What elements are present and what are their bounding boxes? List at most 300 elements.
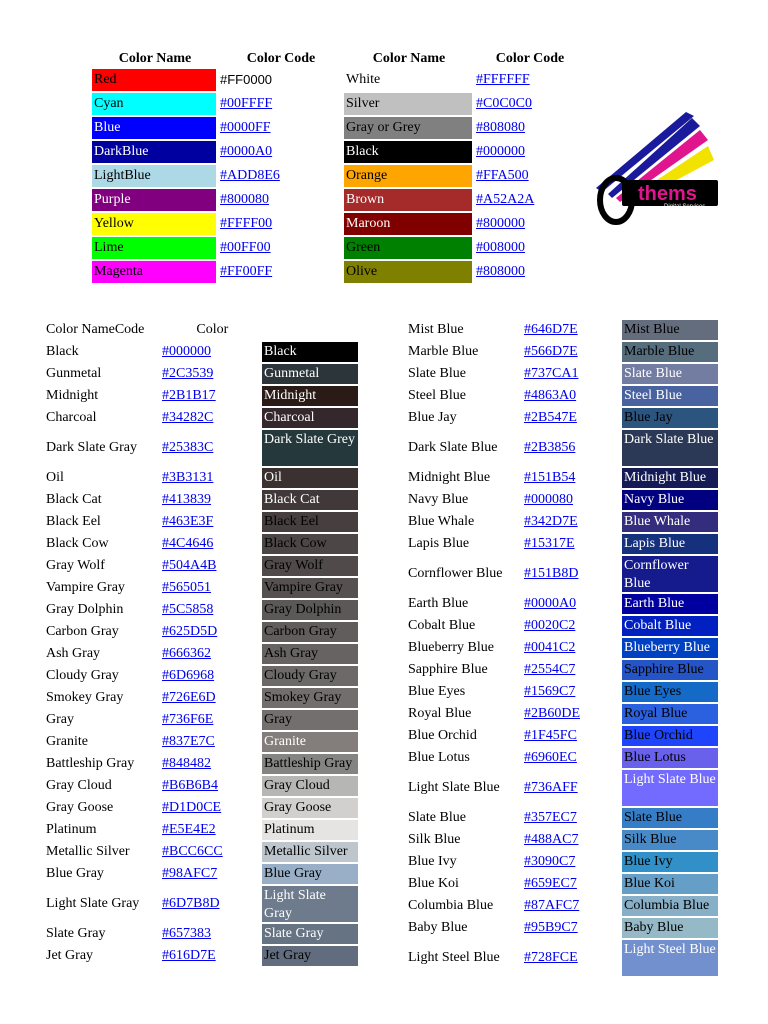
color-code-link[interactable]: #657383 (162, 926, 211, 941)
color-swatch: Silk Blue (622, 830, 718, 850)
table-row (408, 726, 728, 746)
color-code-link[interactable]: #565051 (162, 580, 211, 595)
code-cell (524, 616, 622, 636)
color-name: Blue Lotus (408, 750, 470, 765)
code-cell (218, 189, 344, 211)
color-name: Blueberry Blue (408, 640, 494, 655)
table-row (408, 594, 728, 614)
swatch-black: Black (344, 141, 472, 163)
code-cell (524, 808, 622, 828)
code-blue[interactable]: #0000FF (220, 120, 271, 135)
color-name: Gray Cloud (46, 778, 112, 793)
color-name: Carbon Gray (46, 624, 119, 639)
ithems-logo-graphic (588, 108, 722, 228)
color-code-link[interactable]: #000080 (524, 492, 573, 507)
color-name: Lapis Blue (408, 536, 470, 551)
color-code-link[interactable]: #848482 (162, 756, 211, 771)
table-row (46, 430, 366, 466)
color-code-link[interactable]: #E5E4E2 (162, 822, 216, 837)
code-lime[interactable]: #00FF00 (220, 240, 271, 255)
code-cell (524, 770, 622, 806)
table-row (46, 600, 366, 620)
color-name: Navy Blue (408, 492, 469, 507)
table-row (408, 940, 728, 976)
code-cell (218, 69, 344, 91)
color-swatch: Light Slate Gray (262, 886, 358, 922)
table-row (46, 666, 366, 686)
code-cell (162, 754, 262, 774)
code-olive[interactable]: #808000 (476, 264, 525, 279)
table-row (408, 660, 728, 680)
code-cell (162, 556, 262, 576)
table-row (46, 364, 366, 384)
table-row (46, 798, 366, 818)
code-cell (524, 660, 622, 680)
color-swatch: Gray Cloud (262, 776, 358, 796)
color-code-link[interactable]: #BCC6CC (162, 844, 223, 859)
code-yellow[interactable]: #FFFF00 (220, 216, 273, 231)
swatch-darkblue: DarkBlue (92, 141, 216, 163)
table-row (408, 852, 728, 872)
color-name: Blue Orchid (408, 728, 477, 743)
color-swatch: Slate Blue (622, 364, 718, 384)
code-cell (162, 512, 262, 532)
table-row (46, 886, 366, 922)
color-code-link[interactable]: #2C3539 (162, 366, 214, 381)
code-cell (162, 622, 262, 642)
table-row (46, 386, 366, 406)
code-cell (474, 237, 586, 259)
color-code-link[interactable]: #566D7E (524, 344, 578, 359)
color-swatch: Carbon Gray (262, 622, 358, 642)
swatch-maroon: Maroon (344, 213, 472, 235)
code-cell (524, 430, 622, 466)
code-cell (524, 726, 622, 746)
color-name: Slate Blue (408, 810, 466, 825)
color-swatch: Dark Slate Blue (622, 430, 718, 466)
color-swatch: Blue Eyes (622, 682, 718, 702)
color-name: Gunmetal (46, 366, 102, 381)
color-swatch: Ash Gray (262, 644, 358, 664)
code-cell (162, 710, 262, 730)
code-cell (162, 776, 262, 796)
color-swatch: Cornflower Blue (622, 556, 718, 592)
table-row (46, 820, 366, 840)
code-red: #FF0000 (220, 72, 273, 87)
swatch-orange: Orange (344, 165, 472, 187)
header-color-name-2: Color Name (372, 51, 446, 66)
color-name: Royal Blue (408, 706, 472, 721)
color-name: Blue Eyes (408, 684, 466, 699)
code-cell (162, 842, 262, 862)
color-code-link[interactable]: #1F45FC (524, 728, 577, 743)
logo-tagline: Digital Services (664, 204, 706, 210)
color-code-link[interactable]: #736F6E (162, 712, 214, 727)
color-swatch: Dark Slate Grey (262, 430, 358, 466)
table-row (408, 704, 728, 724)
color-name: Columbia Blue (408, 898, 494, 913)
color-code-link[interactable]: #488AC7 (524, 832, 579, 847)
color-swatch: Blue Koi (622, 874, 718, 894)
code-cell (524, 364, 622, 384)
table-row (46, 842, 366, 862)
code-orange[interactable]: #FFA500 (476, 168, 529, 183)
code-cell (524, 874, 622, 894)
color-swatch: Earth Blue (622, 594, 718, 614)
code-cell (524, 512, 622, 532)
color-name: Dark Slate Gray (46, 440, 137, 455)
table-row (408, 896, 728, 916)
table-row (408, 808, 728, 828)
color-swatch: Navy Blue (622, 490, 718, 510)
color-swatch: Baby Blue (622, 918, 718, 938)
code-brown[interactable]: #A52A2A (476, 192, 535, 207)
color-name: Light Steel Blue (408, 950, 500, 965)
header-color-name-1: Color Name (118, 51, 192, 66)
color-code-link[interactable]: #95B9C7 (524, 920, 578, 935)
color-swatch: Blue Whale (622, 512, 718, 532)
color-code-link[interactable]: #625D5D (162, 624, 218, 639)
color-swatch: Granite (262, 732, 358, 752)
color-swatch: Black Eel (262, 512, 358, 532)
table-row (46, 732, 366, 752)
code-cell (162, 688, 262, 708)
color-name: Smokey Gray (46, 690, 124, 705)
color-code-link[interactable]: #4863A0 (524, 388, 577, 403)
table-row (46, 578, 366, 598)
code-cell (524, 940, 622, 976)
table-row (408, 364, 728, 384)
color-code-link[interactable]: #413839 (162, 492, 211, 507)
color-code-link[interactable]: #0000A0 (524, 596, 577, 611)
code-cell (474, 213, 586, 235)
color-swatch: Midnight (262, 386, 358, 406)
color-swatch: Blueberry Blue (622, 638, 718, 658)
table-row (408, 408, 728, 428)
code-cell (162, 864, 262, 884)
code-magenta[interactable]: #FF00FF (220, 264, 273, 279)
code-cell (474, 189, 586, 211)
color-name: Light Slate Gray (46, 896, 140, 911)
color-name: Gray Goose (46, 800, 114, 815)
color-code-link[interactable]: #342D7E (524, 514, 578, 529)
table-row (46, 512, 366, 532)
color-swatch: Smokey Gray (262, 688, 358, 708)
color-name: Baby Blue (408, 920, 468, 935)
color-name: Blue Whale (408, 514, 475, 529)
color-code-link[interactable]: #728FCE (524, 950, 578, 965)
color-name: Midnight (46, 388, 99, 403)
code-cell (524, 468, 622, 488)
code-cell (474, 141, 586, 163)
color-code-link[interactable]: #000000 (162, 344, 211, 359)
color-name: Platinum (46, 822, 97, 837)
table-row (46, 710, 366, 730)
swatch-magenta: Magenta (92, 261, 216, 283)
code-cell (162, 820, 262, 840)
color-code-link[interactable]: #2B3856 (524, 440, 576, 455)
code-cell (524, 534, 622, 554)
color-swatch: Gray Wolf (262, 556, 358, 576)
color-name: Gray Dolphin (46, 602, 124, 617)
color-code-link[interactable]: #3090C7 (524, 854, 576, 869)
color-code-link[interactable]: #6960EC (524, 750, 577, 765)
color-code-link[interactable]: #666362 (162, 646, 211, 661)
color-swatch: Metallic Silver (262, 842, 358, 862)
code-cell (474, 69, 586, 91)
color-name: Blue Gray (46, 866, 104, 881)
color-swatch: Vampire Gray (262, 578, 358, 598)
color-code-link[interactable]: #6D7B8D (162, 896, 220, 911)
color-code-link[interactable]: #151B8D (524, 566, 579, 581)
swatch-silver: Silver (344, 93, 472, 115)
code-cell (524, 852, 622, 872)
color-code-link[interactable]: #1569C7 (524, 684, 576, 699)
gray-table-header (46, 320, 366, 340)
color-code-link[interactable]: #646D7E (524, 322, 578, 337)
color-name: Slate Gray (46, 926, 106, 941)
code-green[interactable]: #008000 (476, 240, 525, 255)
color-swatch: Marble Blue (622, 342, 718, 362)
color-swatch: Charcoal (262, 408, 358, 428)
code-cyan[interactable]: #00FFFF (220, 96, 273, 111)
table-row (408, 556, 728, 592)
color-name: Cobalt Blue (408, 618, 476, 633)
code-black[interactable]: #000000 (476, 144, 525, 159)
color-swatch: Oil (262, 468, 358, 488)
color-name: Blue Koi (408, 876, 459, 891)
table-row (408, 490, 728, 510)
color-code-link[interactable]: #2554C7 (524, 662, 576, 677)
color-code-link[interactable]: #736AFF (524, 780, 578, 795)
table-row (408, 770, 728, 806)
header-color-code-1: Color Code (246, 51, 316, 66)
color-name: Black Eel (46, 514, 101, 529)
color-name: Gray (46, 712, 74, 727)
color-name: Light Slate Blue (408, 780, 500, 795)
color-swatch: Blue Gray (262, 864, 358, 884)
color-swatch: Gray Dolphin (262, 600, 358, 620)
color-name: Vampire Gray (46, 580, 125, 595)
swatch-cyan: Cyan (92, 93, 216, 115)
color-name: Blue Ivy (408, 854, 457, 869)
color-name: Charcoal (46, 410, 97, 425)
code-cell (524, 896, 622, 916)
code-cell (218, 165, 344, 187)
color-swatch: Black (262, 342, 358, 362)
code-cell (162, 946, 262, 966)
color-name: Cloudy Gray (46, 668, 119, 683)
table-row (46, 408, 366, 428)
color-name: Battleship Gray (46, 756, 135, 771)
color-swatch: Light Steel Blue (622, 940, 718, 976)
color-code-link[interactable]: #463E3F (162, 514, 214, 529)
color-code-link[interactable]: #737CA1 (524, 366, 579, 381)
color-name: Black Cow (46, 536, 109, 551)
code-cell (474, 117, 586, 139)
table-row (46, 924, 366, 944)
table-row (408, 468, 728, 488)
table-row (46, 622, 366, 642)
header-code: Code (114, 322, 145, 337)
color-swatch: Gray Goose (262, 798, 358, 818)
code-cell (524, 556, 622, 592)
code-cell (524, 918, 622, 938)
color-name: Cornflower Blue (408, 566, 503, 581)
color-swatch: Gunmetal (262, 364, 358, 384)
code-cell (524, 748, 622, 768)
color-swatch: Royal Blue (622, 704, 718, 724)
code-cell (162, 386, 262, 406)
code-cell (474, 165, 586, 187)
color-name: Blue Jay (408, 410, 457, 425)
table-row (46, 754, 366, 774)
header-color-name: Color Name (46, 322, 115, 337)
code-cell (162, 924, 262, 944)
code-cell (162, 430, 262, 466)
color-code-link[interactable]: #15317E (524, 536, 575, 551)
color-name: Slate Blue (408, 366, 466, 381)
code-cell (162, 600, 262, 620)
code-cell (218, 117, 344, 139)
swatch-olive: Olive (344, 261, 472, 283)
table-row (408, 616, 728, 636)
color-code-link[interactable]: #0041C2 (524, 640, 576, 655)
color-code-link[interactable]: #659EC7 (524, 876, 577, 891)
color-code-link[interactable]: #25383C (162, 440, 214, 455)
code-cell (162, 798, 262, 818)
swatch-red: Red (92, 69, 216, 91)
color-name: Black Cat (46, 492, 102, 507)
color-swatch: Blue Jay (622, 408, 718, 428)
swatch-white: White (344, 69, 472, 91)
color-name: Gray Wolf (46, 558, 105, 573)
color-code-link[interactable]: #6D6968 (162, 668, 215, 683)
code-cell (162, 666, 262, 686)
color-code-link[interactable]: #87AFC7 (524, 898, 580, 913)
table-row (46, 490, 366, 510)
color-swatch: Gray (262, 710, 358, 730)
code-cell (218, 237, 344, 259)
swatch-green: Green (344, 237, 472, 259)
gray-color-table (46, 320, 366, 968)
table-row (408, 320, 728, 340)
code-purple[interactable]: #800080 (220, 192, 269, 207)
color-code-link[interactable]: #98AFC7 (162, 866, 218, 881)
color-name: Mist Blue (408, 322, 464, 337)
code-gray-or-grey[interactable]: #808080 (476, 120, 525, 135)
color-code-link[interactable]: #357EC7 (524, 810, 577, 825)
color-name: Jet Gray (46, 948, 94, 963)
color-code-link[interactable]: #151B54 (524, 470, 576, 485)
code-cell (218, 93, 344, 115)
color-name: Marble Blue (408, 344, 479, 359)
color-code-link[interactable]: #5C5858 (162, 602, 214, 617)
color-code-link[interactable]: #726E6D (162, 690, 216, 705)
code-silver[interactable]: #C0C0C0 (476, 96, 533, 111)
code-maroon[interactable]: #800000 (476, 216, 525, 231)
code-cell (162, 342, 262, 362)
color-swatch: Midnight Blue (622, 468, 718, 488)
color-swatch: Sapphire Blue (622, 660, 718, 680)
color-name: Granite (46, 734, 88, 749)
code-cell (162, 886, 262, 922)
color-swatch: Steel Blue (622, 386, 718, 406)
color-swatch: Black Cow (262, 534, 358, 554)
color-swatch: Blue Ivy (622, 852, 718, 872)
color-code-link[interactable]: #4C4646 (162, 536, 214, 551)
code-cell (524, 830, 622, 850)
swatch-lightblue: LightBlue (92, 165, 216, 187)
code-lightblue[interactable]: #ADD8E6 (220, 168, 280, 183)
swatch-brown: Brown (344, 189, 472, 211)
color-code-link[interactable]: #2B1B17 (162, 388, 216, 403)
code-cell (162, 732, 262, 752)
table-row (46, 864, 366, 884)
color-code-link[interactable]: #837E7C (162, 734, 215, 749)
code-cell (162, 534, 262, 554)
color-swatch: Lapis Blue (622, 534, 718, 554)
color-swatch: Black Cat (262, 490, 358, 510)
swatch-gray-or-grey: Gray or Grey (344, 117, 472, 139)
code-cell (524, 342, 622, 362)
code-white[interactable]: #FFFFFF (476, 72, 530, 87)
color-code-link[interactable]: #0020C2 (524, 618, 576, 633)
table-row (46, 534, 366, 554)
color-code-link[interactable]: #504A4B (162, 558, 217, 573)
color-swatch: Slate Blue (622, 808, 718, 828)
color-code-link[interactable]: #B6B6B4 (162, 778, 219, 793)
table-row (408, 342, 728, 362)
code-cell (524, 682, 622, 702)
code-cell (162, 364, 262, 384)
color-code-link[interactable]: #2B547E (524, 410, 577, 425)
color-name: Oil (46, 470, 64, 485)
color-swatch: Platinum (262, 820, 358, 840)
color-swatch: Columbia Blue (622, 896, 718, 916)
color-swatch: Jet Gray (262, 946, 358, 966)
color-swatch: Blue Lotus (622, 748, 718, 768)
swatch-purple: Purple (92, 189, 216, 211)
code-darkblue[interactable]: #0000A0 (220, 144, 273, 159)
swatch-yellow: Yellow (92, 213, 216, 235)
code-cell (218, 141, 344, 163)
code-cell (474, 93, 586, 115)
color-swatch: Blue Orchid (622, 726, 718, 746)
color-code-link[interactable]: #34282C (162, 410, 214, 425)
table-row (408, 386, 728, 406)
color-code-link[interactable]: #D1D0CE (162, 800, 222, 815)
basic-color-table (92, 48, 586, 285)
swatch-lime: Lime (92, 237, 216, 259)
color-code-link[interactable]: #616D7E (162, 948, 216, 963)
code-cell (524, 408, 622, 428)
color-code-link[interactable]: #2B60DE (524, 706, 580, 721)
table-row (408, 638, 728, 658)
table-row (46, 468, 366, 488)
header-color: Color (196, 322, 229, 337)
code-cell (524, 320, 622, 340)
code-cell (474, 261, 586, 283)
color-swatch: Mist Blue (622, 320, 718, 340)
table-row (408, 874, 728, 894)
color-name: Earth Blue (408, 596, 469, 611)
color-code-link[interactable]: #3B3131 (162, 470, 214, 485)
color-name: Sapphire Blue (408, 662, 488, 677)
table-row (46, 946, 366, 966)
code-cell (524, 704, 622, 724)
color-swatch: Cobalt Blue (622, 616, 718, 636)
